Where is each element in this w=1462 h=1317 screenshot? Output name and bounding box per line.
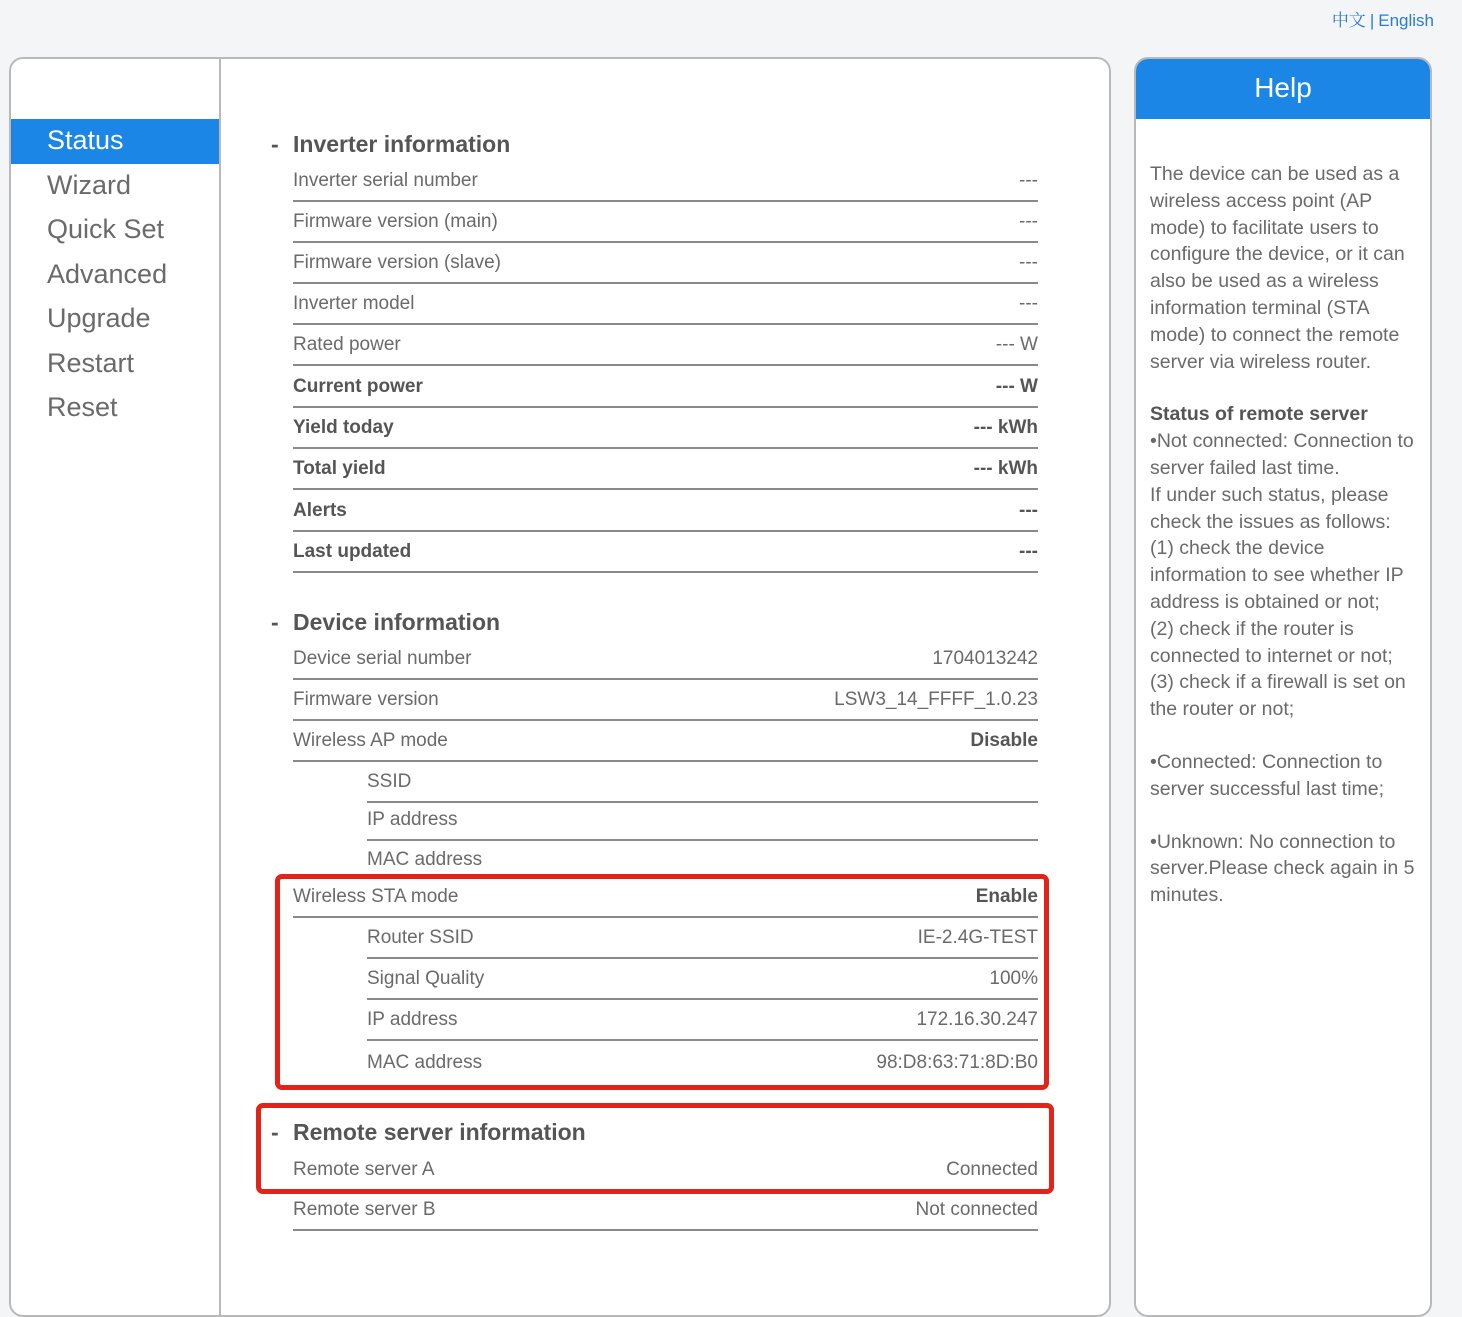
- total-yield-row: [293, 449, 1038, 490]
- row-value: Connected: [946, 1158, 1038, 1180]
- inverter-title-text: Inverter information: [293, 131, 511, 157]
- device-section-title[interactable]: [271, 609, 500, 636]
- lang-chinese-link[interactable]: 中文: [1331, 11, 1366, 30]
- remote-server-b-row: [293, 1190, 1038, 1231]
- ap-ssid-row: [367, 762, 1038, 803]
- sidebar-nav: [11, 119, 219, 431]
- row-value: --- kWh: [973, 457, 1038, 479]
- row-value: Disable: [970, 729, 1038, 751]
- ap-mac-row: [367, 839, 1038, 880]
- remote-server-a-row: [293, 1149, 1038, 1190]
- sidebar-item-reset[interactable]: Reset: [47, 392, 118, 422]
- rated-power-row: [293, 325, 1038, 366]
- row-label: Firmware version (slave): [293, 251, 501, 273]
- help-check-2: (2) check if the router is connected to internet or not;: [1150, 617, 1393, 667]
- last-updated-row: [293, 532, 1038, 573]
- help-unknown: •Unknown: No connection to server.Please check again in 5 minutes.: [1150, 830, 1415, 907]
- signal-quality-row: [367, 959, 1038, 1000]
- row-value: --- W: [995, 333, 1038, 355]
- lang-english-link[interactable]: English: [1378, 11, 1434, 30]
- row-label: Remote server B: [293, 1198, 436, 1220]
- sidebar-item-restart[interactable]: Restart: [47, 347, 135, 378]
- sta-ip-row: [367, 1000, 1038, 1041]
- row-value: Enable: [975, 885, 1038, 907]
- help-connected: •Connected: Connection to server successful last time;: [1150, 750, 1385, 800]
- row-label: MAC address: [367, 848, 483, 870]
- lang-separator: |: [1369, 11, 1375, 30]
- row-value: 98:D8:63:71:8D:B0: [876, 1051, 1038, 1073]
- yield-today-row: [293, 408, 1038, 449]
- help-if-under: If under such status, please check the issues as follows:: [1150, 483, 1391, 533]
- row-value: --- kWh: [973, 416, 1038, 438]
- device-title-text: Device information: [293, 609, 501, 635]
- wireless-sta-mode-row: [293, 877, 1038, 918]
- collapse-icon: -: [271, 1119, 279, 1145]
- row-label: IP address: [367, 808, 458, 830]
- sidebar-item-status[interactable]: Status: [11, 119, 219, 164]
- row-label: IP address: [367, 1008, 458, 1030]
- wireless-ap-mode-row: [293, 721, 1038, 762]
- row-value: 1704013242: [932, 647, 1038, 669]
- device-serial-row: [293, 639, 1038, 680]
- remote-title-text: Remote server information: [293, 1119, 586, 1145]
- main-panel: [9, 57, 1111, 1317]
- row-label: Rated power: [293, 333, 401, 355]
- row-label: Yield today: [293, 416, 394, 438]
- row-value: IE-2.4G-TEST: [917, 926, 1038, 948]
- ap-ip-row: [367, 800, 1038, 841]
- row-label: MAC address: [367, 1051, 483, 1073]
- collapse-icon: -: [271, 609, 279, 635]
- row-value: 100%: [989, 967, 1038, 989]
- inverter-model-row: [293, 284, 1038, 325]
- alerts-row: [293, 491, 1038, 532]
- current-power-row: [293, 367, 1038, 408]
- sidebar-item-wizard[interactable]: Wizard: [47, 169, 132, 200]
- sta-mac-row: [367, 1042, 1038, 1083]
- sidebar-item-advanced[interactable]: Advanced: [47, 258, 168, 289]
- help-check-3: (3) check if a firewall is set on the router or not;: [1150, 671, 1406, 721]
- row-label: SSID: [367, 770, 412, 792]
- collapse-icon: -: [271, 131, 279, 157]
- sidebar: [11, 59, 221, 1315]
- row-value: ---: [1019, 499, 1038, 521]
- router-ssid-row: [367, 918, 1038, 959]
- row-label: Alerts: [293, 499, 347, 521]
- help-title: Help: [1136, 59, 1430, 119]
- help-body: [1136, 119, 1430, 909]
- row-label: Current power: [293, 375, 423, 397]
- row-label: Total yield: [293, 457, 386, 479]
- row-label: Firmware version: [293, 688, 439, 710]
- help-panel: [1134, 57, 1432, 1317]
- row-value: ---: [1019, 210, 1038, 232]
- row-label: Device serial number: [293, 647, 472, 669]
- row-value: --- W: [995, 375, 1038, 397]
- row-label: Wireless STA mode: [293, 885, 459, 907]
- row-label: Firmware version (main): [293, 210, 498, 232]
- row-label: Inverter model: [293, 292, 415, 314]
- help-intro: The device can be used as a wireless access point (AP mode) to facilitate users to configure the device, or it can also be used as a wireless information terminal (STA mode) to connect the remote server via wireless router.: [1150, 163, 1405, 373]
- row-label: Inverter serial number: [293, 169, 478, 191]
- device-firmware-row: [293, 680, 1038, 721]
- help-status-heading: Status of remote server: [1150, 403, 1368, 426]
- row-label: Last updated: [293, 540, 412, 562]
- row-value: ---: [1019, 251, 1038, 273]
- row-label: Remote server A: [293, 1158, 435, 1180]
- row-value: 172.16.30.247: [916, 1008, 1038, 1030]
- row-label: Signal Quality: [367, 967, 485, 989]
- row-value: Not connected: [915, 1198, 1038, 1220]
- language-switcher: [1332, 6, 1434, 31]
- row-label: Router SSID: [367, 926, 474, 948]
- row-value: ---: [1019, 169, 1038, 191]
- sidebar-item-quick-set[interactable]: Quick Set: [47, 214, 165, 244]
- row-value: LSW3_14_FFFF_1.0.23: [834, 688, 1038, 710]
- remote-section-title[interactable]: [271, 1119, 586, 1146]
- inverter-serial-row: [293, 161, 1038, 202]
- row-label: Wireless AP mode: [293, 729, 448, 751]
- inverter-section-title[interactable]: [271, 131, 510, 158]
- firmware-slave-row: [293, 243, 1038, 284]
- firmware-main-row: [293, 202, 1038, 243]
- sidebar-item-upgrade[interactable]: Upgrade: [47, 303, 151, 333]
- help-check-1: (1) check the device information to see whether IP address is obtained or not;: [1150, 537, 1404, 613]
- row-value: ---: [1019, 540, 1038, 562]
- help-not-connected: •Not connected: Connection to server failed last time.: [1150, 430, 1414, 479]
- row-value: ---: [1019, 292, 1038, 314]
